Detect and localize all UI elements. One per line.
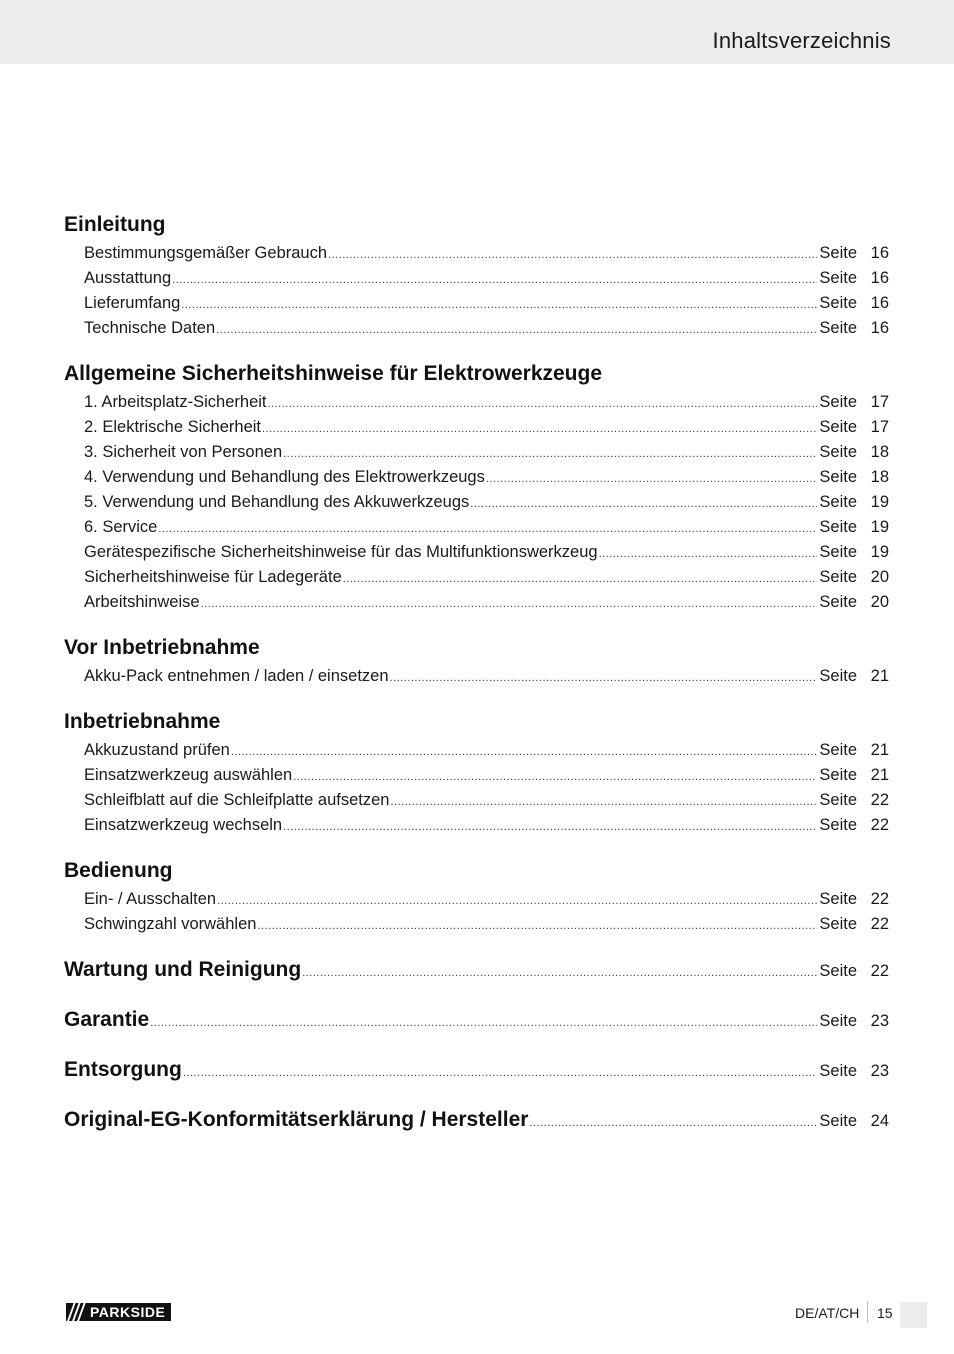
table-of-contents bbox=[64, 213, 889, 1139]
seite-label: Seite bbox=[819, 890, 857, 908]
header-band bbox=[0, 0, 954, 64]
toc-entry-page: 16 bbox=[870, 244, 889, 262]
toc-entry-label: Technische Daten bbox=[84, 319, 216, 337]
dot-leader bbox=[150, 1017, 817, 1029]
section-gap bbox=[64, 989, 889, 1008]
toc-single-section[interactable] bbox=[64, 1058, 889, 1089]
toc-section-heading-row bbox=[64, 636, 889, 667]
parkside-logo bbox=[66, 1303, 171, 1321]
toc-entry-page: 23 bbox=[870, 1012, 889, 1030]
toc-entry-page: 17 bbox=[870, 393, 889, 411]
dot-leader bbox=[268, 398, 818, 410]
toc-entry-page: 16 bbox=[870, 294, 889, 312]
toc-entry[interactable] bbox=[64, 915, 889, 940]
section-gap bbox=[64, 344, 889, 362]
toc-entry[interactable] bbox=[64, 791, 889, 816]
seite-label: Seite bbox=[819, 568, 857, 586]
section-gap bbox=[64, 692, 889, 710]
dot-leader bbox=[343, 573, 818, 585]
dot-leader bbox=[390, 672, 818, 684]
section-gap bbox=[64, 841, 889, 859]
seite-label: Seite bbox=[819, 518, 857, 536]
toc-section-heading: Allgemeine Sicherheitshinweise für Elektrowerkzeuge bbox=[64, 362, 603, 385]
seite-label: Seite bbox=[819, 493, 857, 511]
toc-entry[interactable] bbox=[64, 393, 889, 418]
toc-entry[interactable] bbox=[64, 269, 889, 294]
toc-entry-label: Schleifblatt auf die Schleifplatte aufsetzen bbox=[84, 791, 390, 809]
seite-label: Seite bbox=[819, 1112, 857, 1130]
section-gap bbox=[64, 1039, 889, 1058]
toc-entry[interactable] bbox=[64, 568, 889, 593]
toc-entry[interactable] bbox=[64, 493, 889, 518]
toc-entry-label: Bestimmungsgemäßer Gebrauch bbox=[84, 244, 328, 262]
toc-entry-label: Lieferumfang bbox=[84, 294, 181, 312]
toc-entry-label: 4. Verwendung und Behandlung des Elektrowerkzeugs bbox=[84, 468, 485, 486]
dot-leader bbox=[257, 920, 817, 932]
dot-leader bbox=[283, 821, 817, 833]
toc-entry-page: 18 bbox=[870, 443, 889, 461]
toc-entry[interactable] bbox=[64, 443, 889, 468]
seite-label: Seite bbox=[819, 962, 857, 980]
toc-section bbox=[64, 859, 889, 940]
toc-entry[interactable] bbox=[64, 667, 889, 692]
toc-entry-label: 1. Arbeitsplatz-Sicherheit bbox=[84, 393, 267, 411]
seite-label: Seite bbox=[819, 294, 857, 312]
toc-entry-page: 22 bbox=[870, 915, 889, 933]
toc-section-heading: Entsorgung bbox=[64, 1058, 182, 1081]
seite-label: Seite bbox=[819, 593, 857, 611]
toc-section-heading: Vor Inbetriebnahme bbox=[64, 636, 260, 659]
dot-leader bbox=[172, 274, 817, 286]
dot-leader bbox=[599, 548, 818, 560]
section-gap bbox=[64, 940, 889, 958]
seite-label: Seite bbox=[819, 1062, 857, 1080]
toc-entry-page: 20 bbox=[870, 593, 889, 611]
toc-entry-page: 16 bbox=[870, 269, 889, 287]
toc-entry-page: 23 bbox=[870, 1062, 889, 1080]
toc-entry-label: 6. Service bbox=[84, 518, 158, 536]
toc-entry-page: 21 bbox=[870, 667, 889, 685]
dot-leader bbox=[470, 498, 817, 510]
dot-leader bbox=[529, 1117, 817, 1129]
toc-entry-page: 19 bbox=[870, 493, 889, 511]
dot-leader bbox=[181, 299, 817, 311]
toc-entry-page: 22 bbox=[870, 962, 889, 980]
seite-label: Seite bbox=[819, 741, 857, 759]
toc-entry-page: 16 bbox=[870, 319, 889, 337]
dot-leader bbox=[328, 249, 817, 261]
toc-single-section[interactable] bbox=[64, 958, 889, 989]
toc-section-heading: Wartung und Reinigung bbox=[64, 958, 302, 981]
toc-entry-page: 22 bbox=[870, 890, 889, 908]
section-gap bbox=[64, 618, 889, 636]
seite-label: Seite bbox=[819, 816, 857, 834]
dot-leader bbox=[302, 967, 817, 979]
toc-entry[interactable] bbox=[64, 294, 889, 319]
toc-entry-page: 21 bbox=[870, 766, 889, 784]
seite-label: Seite bbox=[819, 468, 857, 486]
dot-leader bbox=[283, 448, 817, 460]
toc-section bbox=[64, 636, 889, 692]
seite-label: Seite bbox=[819, 244, 857, 262]
toc-entry-label: Ausstattung bbox=[84, 269, 172, 287]
toc-entry-page: 20 bbox=[870, 568, 889, 586]
toc-entry-page: 18 bbox=[870, 468, 889, 486]
toc-section-heading: Original-EG-Konformitätserklärung / Hersteller bbox=[64, 1108, 529, 1131]
toc-entry-label: Gerätespezifische Sicherheitshinweise für das Multifunktionswerkzeug bbox=[84, 543, 598, 561]
seite-label: Seite bbox=[819, 1012, 857, 1030]
dot-leader bbox=[231, 746, 818, 758]
logo-stripes-icon bbox=[66, 1303, 88, 1321]
toc-entry-label: 3. Sicherheit von Personen bbox=[84, 443, 283, 461]
dot-leader bbox=[293, 771, 817, 783]
section-gap bbox=[64, 1089, 889, 1108]
toc-entry[interactable] bbox=[64, 766, 889, 791]
seite-label: Seite bbox=[819, 418, 857, 436]
toc-section-heading: Garantie bbox=[64, 1008, 150, 1031]
seite-label: Seite bbox=[819, 791, 857, 809]
toc-entry-label: Einsatzwerkzeug wechseln bbox=[84, 816, 283, 834]
toc-section bbox=[64, 362, 889, 618]
dot-leader bbox=[216, 324, 817, 336]
toc-entry[interactable] bbox=[64, 741, 889, 766]
toc-single-section[interactable] bbox=[64, 1108, 889, 1139]
dot-leader bbox=[486, 473, 818, 485]
toc-entry-label: 5. Verwendung und Behandlung des Akkuwerkzeugs bbox=[84, 493, 470, 511]
toc-entry-page: 22 bbox=[870, 816, 889, 834]
toc-entry[interactable] bbox=[64, 593, 889, 618]
toc-section bbox=[64, 213, 889, 344]
toc-entry-page: 21 bbox=[870, 741, 889, 759]
seite-label: Seite bbox=[819, 543, 857, 561]
toc-entry-page: 22 bbox=[870, 791, 889, 809]
toc-entry-label: Schwingzahl vorwählen bbox=[84, 915, 257, 933]
toc-entry[interactable] bbox=[64, 890, 889, 915]
toc-entry-label: Akkuzustand prüfen bbox=[84, 741, 230, 759]
toc-entry-label: Sicherheitshinweise für Ladegeräte bbox=[84, 568, 342, 586]
toc-entry-page: 17 bbox=[870, 418, 889, 436]
dot-leader bbox=[201, 598, 818, 610]
toc-entry[interactable] bbox=[64, 468, 889, 493]
seite-label: Seite bbox=[819, 766, 857, 784]
toc-section-heading: Bedienung bbox=[64, 859, 173, 882]
toc-entry-label: 2. Elektrische Sicherheit bbox=[84, 418, 261, 436]
seite-label: Seite bbox=[819, 269, 857, 287]
toc-section-heading: Einleitung bbox=[64, 213, 166, 236]
toc-entry-label: Einsatzwerkzeug auswählen bbox=[84, 766, 293, 784]
page-title: Inhaltsverzeichnis bbox=[712, 28, 891, 53]
toc-section bbox=[64, 710, 889, 841]
toc-entry[interactable] bbox=[64, 543, 889, 568]
toc-entry[interactable] bbox=[64, 244, 889, 269]
toc-section-heading-row bbox=[64, 213, 889, 244]
seite-label: Seite bbox=[819, 667, 857, 685]
footer-region: DE/AT/CH bbox=[795, 1305, 860, 1321]
toc-section-heading: Inbetriebnahme bbox=[64, 710, 221, 733]
toc-section-heading-row bbox=[64, 859, 889, 890]
toc-entry-page: 19 bbox=[870, 543, 889, 561]
dot-leader bbox=[262, 423, 817, 435]
toc-entry[interactable] bbox=[64, 319, 889, 344]
seite-label: Seite bbox=[819, 319, 857, 337]
toc-entry-label: Akku-Pack entnehmen / laden / einsetzen bbox=[84, 667, 389, 685]
toc-entry[interactable] bbox=[64, 418, 889, 443]
seite-label: Seite bbox=[819, 915, 857, 933]
toc-entry-page: 19 bbox=[870, 518, 889, 536]
toc-section-heading-row bbox=[64, 710, 889, 741]
footer-tab-box bbox=[900, 1302, 927, 1328]
footer-divider bbox=[867, 1301, 868, 1323]
dot-leader bbox=[217, 895, 817, 907]
seite-label: Seite bbox=[819, 393, 857, 411]
dot-leader bbox=[183, 1067, 818, 1079]
toc-entry[interactable] bbox=[64, 816, 889, 841]
toc-entry-page: 24 bbox=[870, 1112, 889, 1130]
toc-section-heading-row bbox=[64, 362, 889, 393]
toc-single-section[interactable] bbox=[64, 1008, 889, 1039]
footer-page-number: 15 bbox=[877, 1305, 893, 1321]
toc-entry-label: Arbeitshinweise bbox=[84, 593, 200, 611]
dot-leader bbox=[390, 796, 817, 808]
logo-brand-text: PARKSIDE bbox=[88, 1303, 171, 1321]
dot-leader bbox=[158, 523, 817, 535]
seite-label: Seite bbox=[819, 443, 857, 461]
toc-entry-label: Ein- / Ausschalten bbox=[84, 890, 217, 908]
toc-entry[interactable] bbox=[64, 518, 889, 543]
